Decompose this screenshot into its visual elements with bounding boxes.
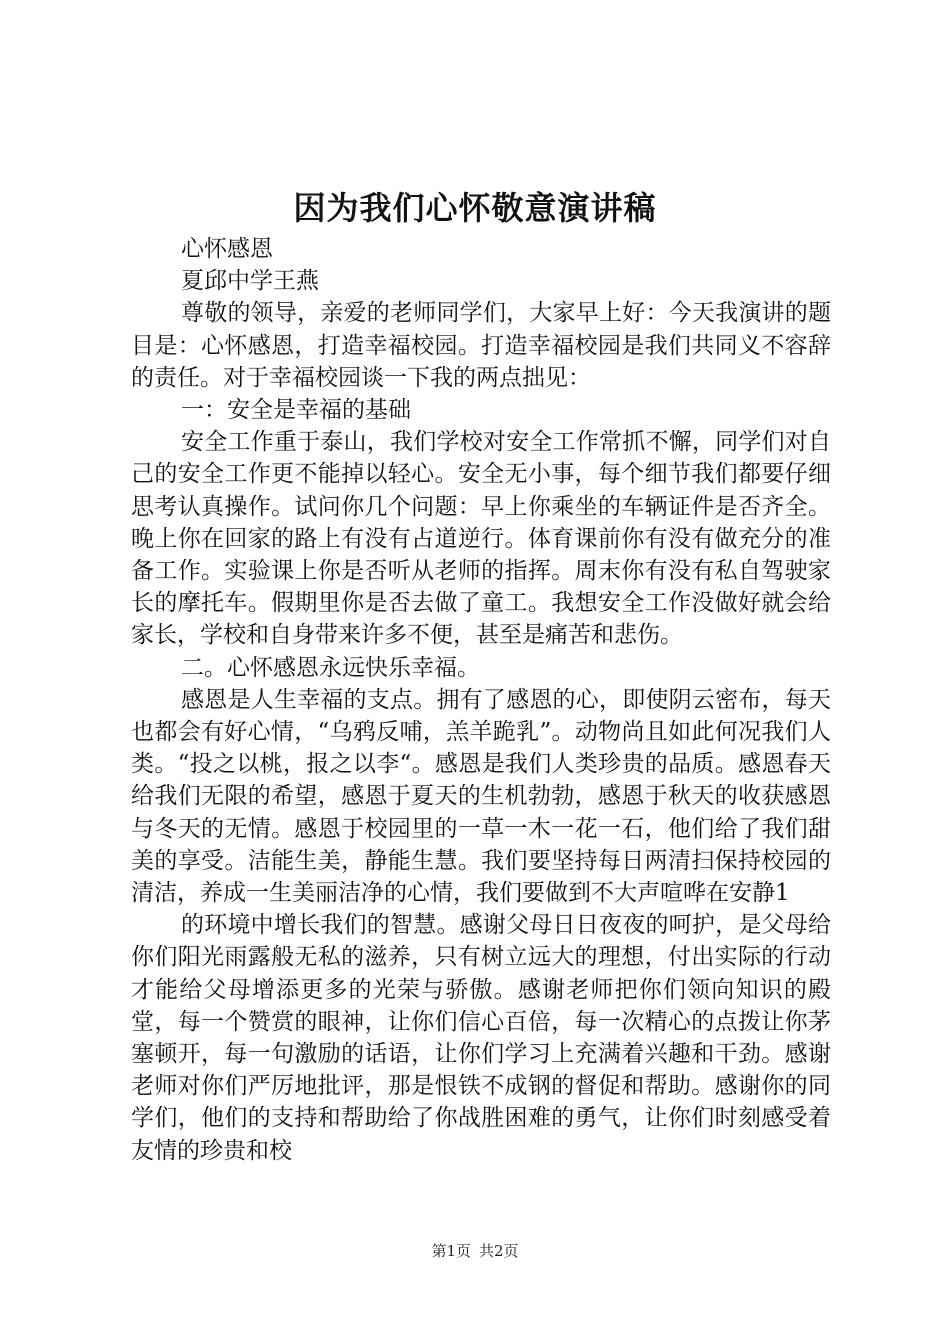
page-number-total: 共2页 (479, 1242, 519, 1260)
section-heading-2: 二。心怀感恩永远快乐幸福。 (181, 654, 480, 681)
paragraph-gratitude: 感恩是人生幸福的支点。拥有了感恩的心，即使阴云密布，每天也都会有好心情，“乌鸦反哺，羔羊跪乳”。动物尚且如此何况我们人类。“投之以桃，报之以李“。感恩是我们人类珍贵的品质。感恩春天给我们无限的希望，感恩于夏天的生机勃勃，感恩于秋天的收获感恩与冬天的无情。感恩于校园里的一草一木一花一石，他们给了我们甜美的享受。洁能生美，静能生慧。我们要坚持每日两清扫保持校园的清洁，养成一生美丽洁净的心情，我们要做到不大声喧哗在安静1 (131, 686, 831, 907)
document-body (131, 233, 831, 1167)
paragraph-thanks: 的环境中增长我们的智慧。感谢父母日日夜夜的呵护，是父母给你们阳光雨露般无私的滋养，只有树立远大的理想，付出实际的行动才能给父母增添更多的光荣与骄傲。感谢老师把你们领向知识的殿堂，每一个赞赏的眼神，让你们信心百倍，每一次精心的点拨让你茅塞顿开，每一句激励的话语，让你们学习上充满着兴趣和干劲。感谢老师对你们严厉地批评，那是恨铁不成钢的督促和帮助。感谢你的同学们，他们的支持和帮助给了你战胜困难的勇气，让你们时刻感受着友情的珍贵和校 (131, 912, 831, 1164)
page-number-current: 第1页 (431, 1242, 471, 1260)
document-title: 因为我们心怀敬意演讲稿 (293, 189, 657, 227)
paragraph-subtitle: 心怀感恩 (181, 236, 273, 262)
paragraph-greeting: 尊敬的领导，亲爱的老师同学们，大家早上好：今天我演讲的题目是：心怀感恩，打造幸福校园。打造幸福校园是我们共同义不容辞的责任。对于幸福校园谈一下我的两点拙见： (131, 300, 831, 391)
paragraph-safety: 安全工作重于泰山，我们学校对安全工作常抓不懈，同学们对自己的安全工作更不能掉以轻心。安全无小事，每个细节我们都要仔细思考认真操作。试问你几个问题：早上你乘坐的车辆证件是否齐全。晚上你在回家的路上有没有占道逆行。体育课前你有没有做充分的准备工作。实验课上你是否听从老师的指挥。周末你有没有私自驾驶家长的摩托车。假期里你是否去做了童工。我想安全工作没做好就会给家长，学校和自身带来许多不便，甚至是痛苦和悲伤。 (131, 429, 831, 649)
section-heading-1: 一：安全是幸福的基础 (181, 397, 411, 424)
page-footer (0, 1241, 950, 1261)
paragraph-author: 夏邱中学王燕 (181, 268, 319, 295)
